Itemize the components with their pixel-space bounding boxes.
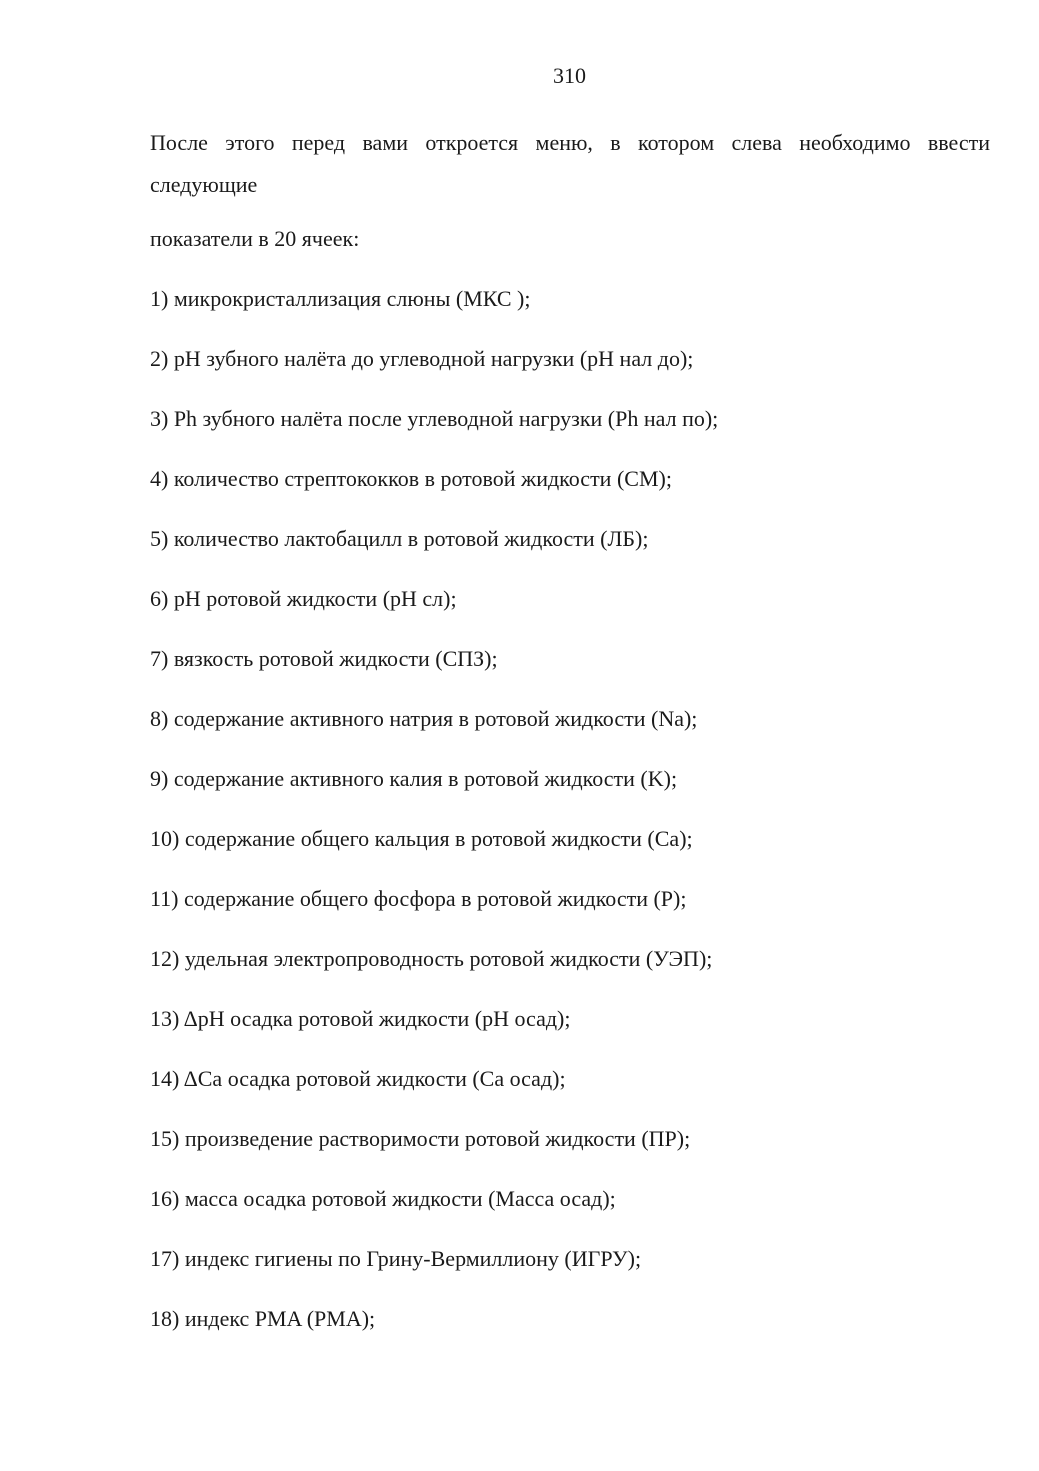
list-item: 17) индекс гигиены по Грину-Вермиллиону (ИГРУ); [150, 1246, 642, 1271]
list-item: 10) содержание общего кальция в ротовой жидкости (Ca); [150, 826, 693, 851]
list-item: 4) количество стрептококков в ротовой жидкости (СМ); [150, 466, 672, 491]
list-item: 14) ΔCa осадка ротовой жидкости (Ca осад); [150, 1066, 566, 1091]
list-item: 12) удельная электропроводность ротовой жидкости (УЭП); [150, 946, 713, 971]
list-item: 13) ΔpH осадка ротовой жидкости (pH осад); [150, 1006, 571, 1031]
list-item: 3) Ph зубного налёта после углеводной нагрузки (Ph нал по); [150, 406, 719, 431]
list-item: 7) вязкость ротовой жидкости (СПЗ); [150, 646, 498, 671]
list-item: 18) индекс PMA (PMA); [150, 1306, 376, 1331]
intro-paragraph [150, 122, 990, 206]
indicator-list [150, 283, 990, 1335]
list-item: 9) содержание активного калия в ротовой жидкости (K); [150, 766, 678, 791]
list-item: 8) содержание активного натрия в ротовой жидкости (Na); [150, 706, 698, 731]
intro-line-1: После этого перед вами откроется меню, в котором слева необходимо ввести [150, 130, 990, 155]
page-body [150, 122, 990, 1335]
list-item: 2) pH зубного налёта до углеводной нагрузки (pH нал до); [150, 346, 694, 371]
list-item: 6) pH ротовой жидкости (pH сл); [150, 586, 457, 611]
page-number: 310 [553, 63, 586, 88]
list-item: 16) масса осадка ротовой жидкости (Масса осад); [150, 1186, 616, 1211]
list-item: 5) количество лактобацилл в ротовой жидкости (ЛБ); [150, 526, 649, 551]
intro-line-2: следующие [150, 172, 258, 197]
lead-paragraph: показатели в 20 ячеек: [150, 226, 360, 251]
list-item: 15) произведение растворимости ротовой жидкости (ПР); [150, 1126, 691, 1151]
list-item: 1) микрокристаллизация слюны (МКС ); [150, 286, 531, 311]
list-item: 11) содержание общего фосфора в ротовой жидкости (P); [150, 886, 687, 911]
